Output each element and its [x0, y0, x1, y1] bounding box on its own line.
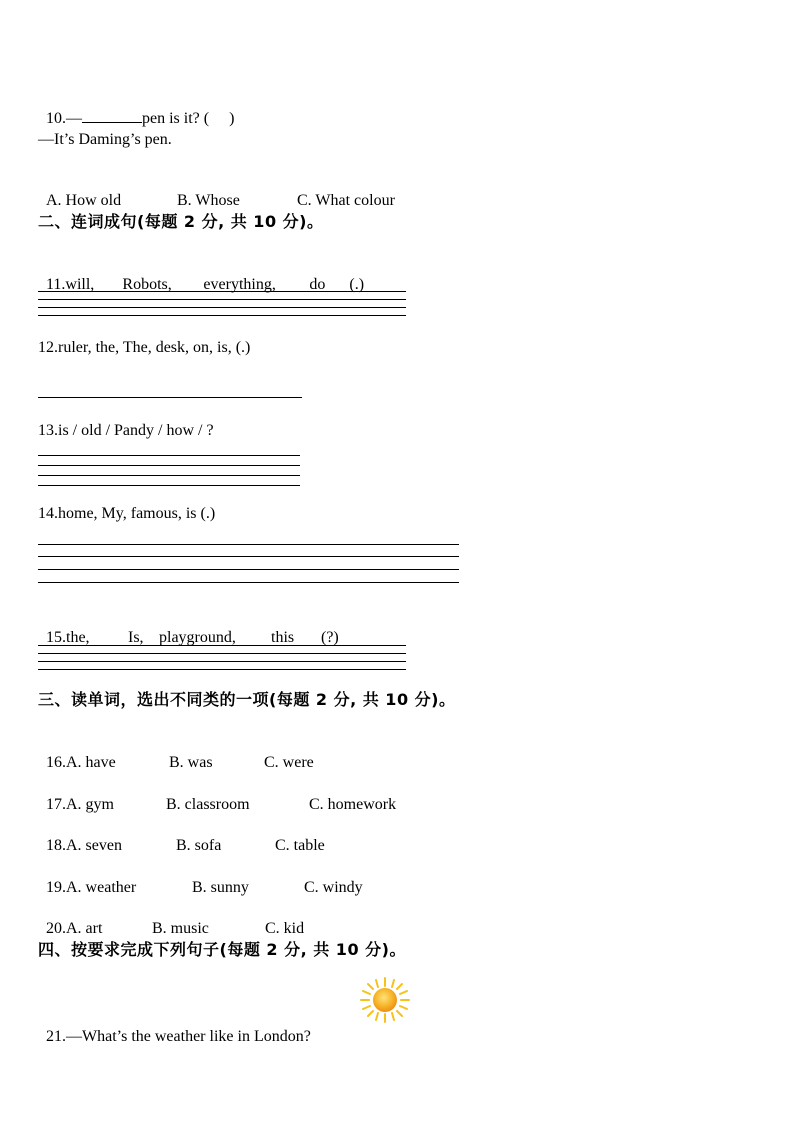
sun-icon: [360, 977, 410, 1023]
question-10-answer: —It’s Daming’s pen.: [38, 131, 172, 148]
word: 15.the,: [46, 629, 90, 646]
answer-line[interactable]: [38, 582, 459, 583]
option-a[interactable]: A. have: [66, 754, 116, 771]
option-c[interactable]: C. were: [264, 754, 314, 771]
answer-line[interactable]: [38, 455, 300, 456]
option-b[interactable]: B. music: [152, 920, 209, 937]
sun-core: [373, 988, 397, 1012]
question-16: [38, 733, 314, 773]
option-c[interactable]: C. table: [275, 837, 325, 854]
answer-line[interactable]: [38, 315, 406, 316]
question-text: pen is it? ( ): [142, 110, 235, 127]
question-10: [38, 88, 234, 129]
answer-line[interactable]: [38, 397, 302, 398]
word: this: [271, 629, 295, 646]
word: Robots,: [122, 276, 172, 293]
answer-line[interactable]: [38, 653, 406, 654]
answer-line[interactable]: [38, 475, 300, 476]
option-c[interactable]: C. windy: [304, 879, 363, 896]
answer-line[interactable]: [38, 544, 459, 545]
section-2-heading: 二、连词成句(每题 2 分, 共 10 分)。: [38, 212, 324, 231]
question-11: [38, 255, 364, 295]
answer-line[interactable]: [38, 645, 406, 646]
option-b[interactable]: B. was: [169, 754, 213, 771]
question-14: 14.home, My, famous, is (.): [38, 505, 216, 522]
answer-blank[interactable]: [82, 108, 142, 123]
option-a[interactable]: A. weather: [66, 879, 137, 896]
option-a[interactable]: A. art: [66, 920, 103, 937]
answer-line[interactable]: [38, 485, 300, 486]
word: (.): [349, 276, 365, 293]
word: playground,: [159, 629, 236, 646]
answer-line[interactable]: [38, 465, 300, 466]
question-21: [38, 1007, 311, 1047]
word: will,: [65, 276, 95, 293]
question-number: 11.: [46, 276, 66, 293]
section-4-heading: 四、按要求完成下列句子(每题 2 分, 共 10 分)。: [38, 940, 406, 959]
option-b[interactable]: B. Whose: [177, 192, 240, 209]
dash: —: [66, 110, 82, 127]
question-20: [38, 899, 304, 939]
question-number: 21.: [46, 1028, 66, 1045]
question-number: 19.: [46, 879, 66, 896]
question-18: [38, 816, 325, 856]
answer-line[interactable]: [38, 661, 406, 662]
question-number: 17.: [46, 796, 66, 813]
word: do: [309, 276, 326, 293]
question-12: 12.ruler, the, The, desk, on, is, (.): [38, 339, 251, 356]
question-13: 13.is / old / Pandy / how / ?: [38, 422, 214, 439]
option-c[interactable]: C. What colour: [297, 192, 395, 209]
option-b[interactable]: B. sofa: [176, 837, 222, 854]
answer-line[interactable]: [38, 307, 406, 308]
question-number: 16.: [46, 754, 66, 771]
question-number: 18.: [46, 837, 66, 854]
option-a[interactable]: A. seven: [66, 837, 122, 854]
option-c[interactable]: C. homework: [309, 796, 397, 813]
word: (?): [321, 629, 339, 646]
option-b[interactable]: B. sunny: [192, 879, 249, 896]
answer-line[interactable]: [38, 556, 459, 557]
question-19: [38, 858, 363, 898]
question-text: —What’s the weather like in London?: [66, 1028, 311, 1045]
option-a[interactable]: A. How old: [46, 192, 122, 209]
section-3-heading: 三、读单词，选出不同类的一项(每题 2 分, 共 10 分)。: [38, 690, 456, 709]
answer-line[interactable]: [38, 569, 459, 570]
question-15: [38, 608, 339, 648]
question-number: 20.: [46, 920, 66, 937]
question-10-options: [38, 171, 395, 211]
option-c[interactable]: C. kid: [265, 920, 305, 937]
option-a[interactable]: A. gym: [66, 796, 114, 813]
question-number: 10.: [46, 110, 66, 127]
question-17: [38, 775, 396, 815]
answer-line[interactable]: [38, 291, 406, 292]
option-b[interactable]: B. classroom: [166, 796, 250, 813]
answer-line[interactable]: [38, 299, 406, 300]
word: everything,: [203, 276, 276, 293]
answer-line[interactable]: [38, 669, 406, 670]
word: Is,: [128, 629, 144, 646]
